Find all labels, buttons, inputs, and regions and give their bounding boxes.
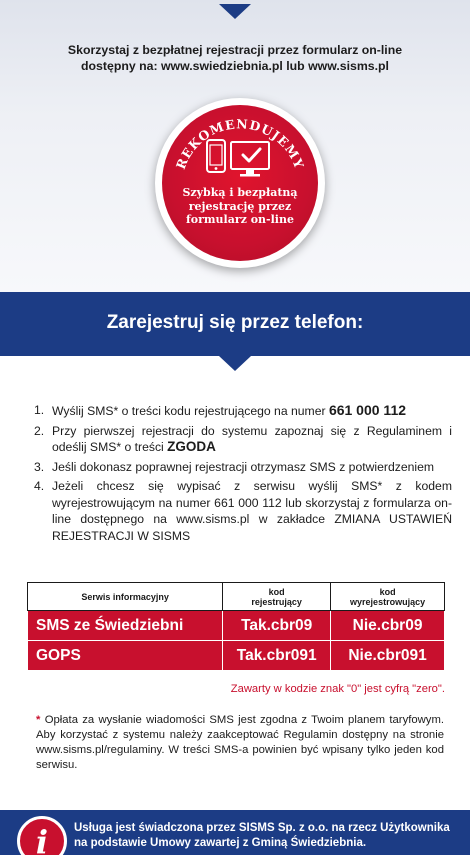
info-icon-letter: i [35,823,49,855]
unreg-code: Nie.cbr09 [331,611,445,641]
header-unreg-line1: kod [379,586,396,597]
online-text-line2: dostępny na: www.swiedziebnia.pl lub www.sisms.pl [81,59,389,73]
unreg-code: Nie.cbr091 [331,641,445,671]
provider-line1: Usługa jest świadczona przez SISMS Sp. z o.o. na rzecz Użytkownika [74,822,450,834]
reg-code: Tak.cbr091 [223,641,331,671]
service-provider-bar [0,810,470,855]
header-reg-line2: rejestrujący [251,596,302,607]
step-item [34,423,452,456]
header-unreg-code [331,583,445,611]
online-registration-text [10,42,460,74]
online-text-line1: Skorzystaj z bezpłatnej rejestracji przez formularz on-line [67,43,403,57]
footnote-text: Opłata za wysłanie wiadomości SMS jest zgodna z Twoim planem taryfowym. Aby korzystać z systemu należy zaakceptować Regulamin dostępny na stronie www.sisms.pl/regulaminy. W treści SMS-a powinien być wpisany tylko jeden kod serwisu. [36,714,444,771]
consent-keyword: ZGODA [167,439,216,454]
step-number: 2. [34,423,45,438]
phone-number: 661 000 112 [328,402,407,418]
registration-steps [34,402,452,547]
badge-caption [175,186,305,227]
badge-line3: formularz on-line [186,213,294,226]
footnote-star: * [36,714,41,726]
step-item [34,402,452,420]
service-name: SMS ze Świedziebni [28,611,223,641]
service-codes-table [27,582,445,671]
step-text: Wyślij SMS* o treści kodu rejestrującego na numer [52,404,329,418]
step-item [34,459,452,476]
reg-code: Tak.cbr09 [223,611,331,641]
step-text: Jeśli dokonasz poprawnej rejestracji otrzymasz SMS z potwierdzeniem [52,459,435,474]
table-header-row [28,583,445,611]
phone-registration-header [0,292,470,356]
table-row [28,611,445,641]
header-service: Serwis informacyjny [28,583,223,611]
arrow-down-icon [219,4,251,19]
table-row [28,641,445,671]
service-name: GOPS [28,641,223,671]
badge-line2: rejestrację przez [188,199,292,213]
step-text: Jeżeli chcesz się wypisać z serwisu wyślij SMS* z kodem wyrejestrowującym na numer 661 000 112 lub skorzystaj z formularza on-line dostępnego na www.sisms.pl w zakładce ZMIANA USTAWIEŃ REJESTRACJI W SISMS [52,479,452,543]
badge-arc-label: REKOMENDUJEMY [172,116,308,172]
header-reg-code [223,583,331,611]
step-item [34,478,452,544]
provider-text [74,821,464,851]
arrow-down-icon [219,356,251,371]
provider-line2: na podstawie Umowy zawartej z Gminą Świedziebnia. [74,837,367,849]
step-number: 1. [34,403,45,417]
zero-digit-note: Zawarty w kodzie znak "0" jest cyfrą "zero". [230,683,445,695]
online-registration-section [0,0,470,292]
step-text: Przy pierwszej rejestracji do systemu zapoznaj się z Regulaminem i odeślij SMS* o treści [52,423,452,454]
phone-section-title: Zarejestruj się przez telefon: [106,312,364,333]
step-number: 3. [34,459,45,474]
badge-arc-text [155,98,325,268]
sms-fee-footnote [36,713,444,773]
recommend-badge [155,98,325,268]
step-number: 4. [34,479,45,493]
info-icon [17,816,67,855]
header-reg-line1: kod [268,586,285,597]
devices-icon [204,138,276,182]
header-unreg-line2: wyrejestrowujący [350,596,426,607]
badge-line1: Szybką i bezpłatną [182,186,298,199]
